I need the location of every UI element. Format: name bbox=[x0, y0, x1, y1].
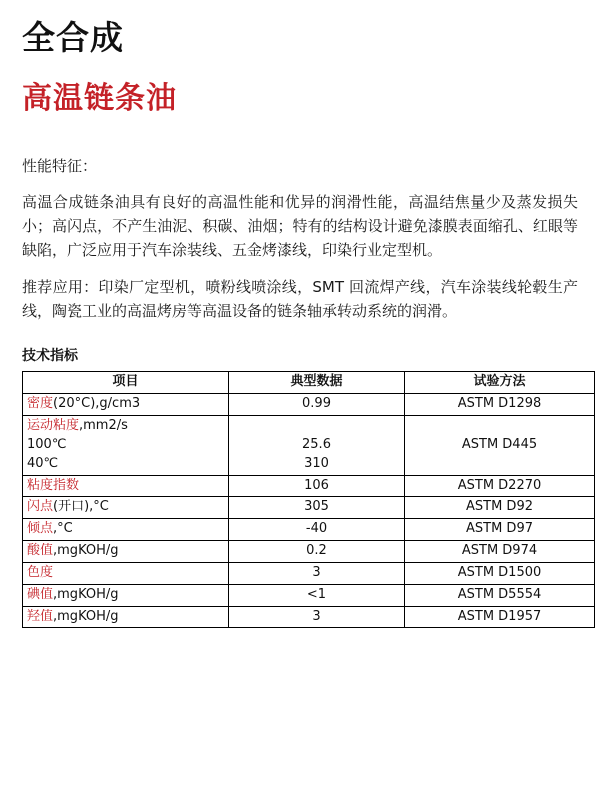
features-label: 性能特征： bbox=[22, 157, 98, 176]
cell-item-keyword: 倾点 bbox=[27, 521, 54, 537]
cell-item-keyword: 密度 bbox=[27, 396, 54, 412]
cell-item-keyword: 色度 bbox=[27, 564, 54, 580]
cell-item bbox=[23, 497, 229, 519]
cell-item bbox=[23, 475, 229, 497]
cell-item-keyword: 运动粘度 bbox=[27, 417, 80, 433]
cell-subitem-40c: 40℃ bbox=[27, 455, 59, 471]
cell-method: ASTM D2270 bbox=[405, 475, 595, 497]
table-row bbox=[23, 606, 595, 628]
cell-item-keyword: 羟值 bbox=[27, 608, 54, 624]
cell-item-rest: ,mgKOH/g bbox=[53, 543, 119, 559]
cell-subitem-100c: 100℃ bbox=[27, 436, 67, 452]
cell-subdata-40c: 310 bbox=[304, 455, 329, 471]
cell-data: 305 bbox=[229, 497, 405, 519]
cell-item-rest: ,mm2/s bbox=[79, 417, 128, 433]
cell-data: <1 bbox=[229, 584, 405, 606]
cell-item-rest: ,mgKOH/g bbox=[53, 586, 119, 602]
cell-data: 0.2 bbox=[229, 541, 405, 563]
cell-data bbox=[229, 415, 405, 475]
applications-paragraph: 推荐应用：印染厂定型机，喷粉线喷涂线，SMT 回流焊产线，汽车涂装线轮毂生产线，陶瓷工业的高温烤房等高温设备的链条轴承转动系统的润滑。 bbox=[22, 277, 578, 320]
table-header-item: 项目 bbox=[23, 372, 229, 394]
table-header-method: 试验方法 bbox=[405, 372, 595, 394]
cell-method: ASTM D445 bbox=[405, 415, 595, 475]
table-row bbox=[23, 475, 595, 497]
features-paragraph: 高温合成链条油具有良好的高温性能和优异的润滑性能，高温结焦量少及蒸发损失小；高闪点，不产生油泥、积碳、油烟；特有的结构设计避免漆膜表面缩孔、红眼等缺陷，广泛应用于汽车涂装线、五金烤漆线，印染行业定型机。 bbox=[22, 192, 578, 260]
page-title-sub: 高温链条油 bbox=[22, 81, 177, 117]
cell-item bbox=[23, 541, 229, 563]
cell-method: ASTM D1500 bbox=[405, 562, 595, 584]
cell-method: ASTM D974 bbox=[405, 541, 595, 563]
cell-data: 106 bbox=[229, 475, 405, 497]
cell-item-rest: ,°C bbox=[53, 521, 73, 537]
cell-item bbox=[23, 606, 229, 628]
cell-item-keyword: 酸值 bbox=[27, 543, 54, 559]
table-header-row bbox=[23, 372, 595, 394]
cell-method: ASTM D92 bbox=[405, 497, 595, 519]
cell-data: 3 bbox=[229, 606, 405, 628]
cell-data: 0.99 bbox=[229, 394, 405, 416]
cell-item bbox=[23, 584, 229, 606]
cell-item bbox=[23, 519, 229, 541]
table-row bbox=[23, 415, 595, 475]
table-header-data: 典型数据 bbox=[229, 372, 405, 394]
cell-data: 3 bbox=[229, 562, 405, 584]
spec-table bbox=[22, 371, 595, 628]
table-row bbox=[23, 584, 595, 606]
cell-item bbox=[23, 394, 229, 416]
cell-data: -40 bbox=[229, 519, 405, 541]
table-row bbox=[23, 519, 595, 541]
table-row bbox=[23, 394, 595, 416]
cell-subdata-100c: 25.6 bbox=[302, 436, 331, 452]
table-row bbox=[23, 541, 595, 563]
tech-spec-label: 技术指标 bbox=[22, 348, 78, 365]
table-row bbox=[23, 562, 595, 584]
cell-item bbox=[23, 415, 229, 475]
cell-item-rest: (20°C),g/cm3 bbox=[53, 396, 141, 412]
cell-item-rest: (开口),°C bbox=[53, 499, 109, 515]
cell-item-keyword: 闪点 bbox=[27, 499, 54, 515]
cell-item-keyword: 碘值 bbox=[27, 586, 54, 602]
cell-method: ASTM D5554 bbox=[405, 584, 595, 606]
table-row bbox=[23, 497, 595, 519]
cell-item-keyword: 粘度指数 bbox=[27, 477, 80, 493]
cell-method: ASTM D1957 bbox=[405, 606, 595, 628]
cell-method: ASTM D1298 bbox=[405, 394, 595, 416]
cell-item-rest: ,mgKOH/g bbox=[53, 608, 119, 624]
page-title-main: 全合成 bbox=[22, 18, 124, 57]
cell-method: ASTM D97 bbox=[405, 519, 595, 541]
cell-item bbox=[23, 562, 229, 584]
